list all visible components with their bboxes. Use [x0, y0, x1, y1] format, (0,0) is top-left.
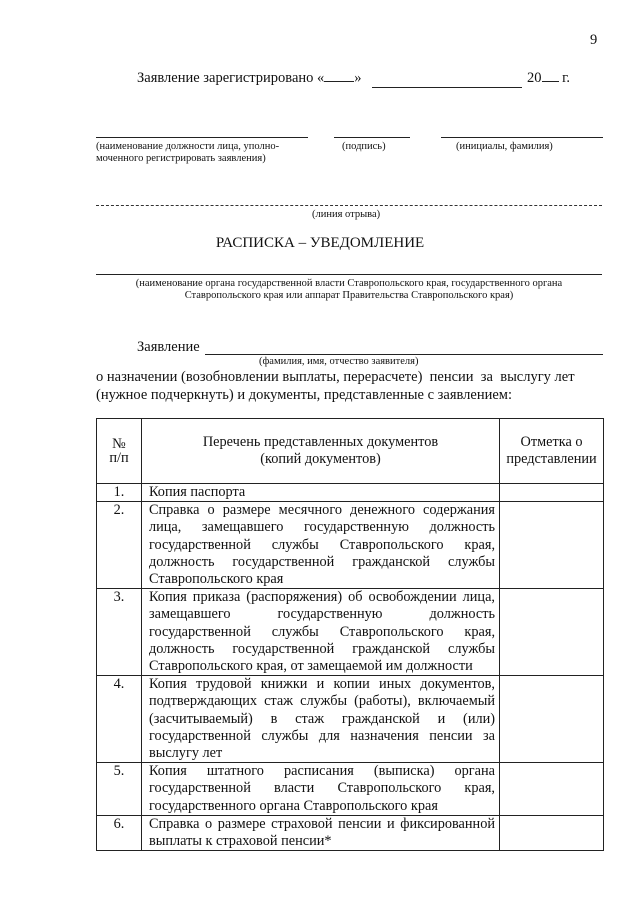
page-number: 9: [590, 32, 598, 48]
initials-line: [441, 137, 603, 138]
row-num: 5.: [97, 763, 142, 816]
table-row: [97, 484, 604, 502]
row-num: 1.: [97, 484, 142, 502]
row-num: 4.: [97, 676, 142, 763]
registration-prefix: Заявление зарегистрировано «: [137, 70, 325, 86]
row-num: 2.: [97, 502, 142, 589]
row-text: Копия паспорта: [141, 484, 499, 502]
application-label: Заявление: [137, 339, 200, 355]
row-text: Копия трудовой книжки и копии иных документов, подтверждающих стаж службы (работы), включаемый (засчитываемый) в стаж гражданской и (или) государственной службы для назначения пенсии за выслугу лет: [141, 676, 499, 763]
position-label: (наименование должности лица, уполно- моченного регистрировать заявления): [96, 141, 280, 164]
receipt-title: РАСПИСКА – УВЕДОМЛЕНИЕ: [215, 235, 425, 251]
table-row: [97, 676, 604, 763]
documents-table: [96, 418, 604, 851]
table-header-row: [97, 419, 604, 484]
header-num: № п/п: [97, 419, 142, 484]
row-mark-cell[interactable]: [500, 676, 604, 763]
row-mark-cell[interactable]: [500, 484, 604, 502]
row-text: Копия приказа (распоряжения) об освобождении лица, замещавшего государственную должность государственной службы Ставропольского края, должность государственной гражданской службы Ставропольского края, от замещаемой им должности: [141, 589, 499, 676]
table-row: [97, 763, 604, 816]
header-mark: Отметка о представлении: [500, 419, 604, 484]
registration-line: [137, 70, 362, 87]
position-line: [96, 137, 308, 138]
row-text: Справка о размере месячного денежного содержания лица, замещавшего государственную должность государственной службы Ставропольского края, должность государственной гражданской службы Ставропольского края: [141, 502, 499, 589]
signature-line: [334, 137, 410, 138]
applicant-name-hint: (фамилия, имя, отчество заявителя): [259, 356, 419, 367]
tear-line: [96, 205, 602, 206]
organ-label: (наименование органа государственной власти Ставропольского края, государственного органа Ставропольского края или аппарат Правительства Ставропольского края): [135, 278, 563, 301]
application-text-line1: о назначении (возобновлении выплаты, перерасчете) пенсии за выслугу лет: [96, 369, 575, 385]
row-mark-cell[interactable]: [500, 502, 604, 589]
table-row: [97, 502, 604, 589]
year-blank: [542, 81, 559, 82]
row-mark-cell[interactable]: [500, 589, 604, 676]
organ-line: [96, 274, 602, 275]
registration-close-quote: »: [354, 70, 362, 86]
row-mark-cell[interactable]: [500, 763, 604, 816]
initials-label: (инициалы, фамилия): [456, 141, 553, 152]
row-text: Копия штатного расписания (выписка) органа государственной власти Ставропольского края, государственного органа Ставропольского края: [141, 763, 499, 816]
row-mark-cell[interactable]: [500, 815, 604, 850]
day-blank: [324, 81, 354, 82]
signature-label: (подпись): [342, 141, 386, 152]
application-text-line2: (нужное подчеркнуть) и документы, представленные с заявлением:: [96, 387, 512, 403]
table-row: [97, 589, 604, 676]
row-text: Справка о размере страховой пенсии и фиксированной выплаты к страховой пенсии*: [141, 815, 499, 850]
tear-line-label: (линия отрыва): [312, 209, 381, 220]
table-row: [97, 815, 604, 850]
row-num: 6.: [97, 815, 142, 850]
applicant-name-line: [205, 354, 603, 355]
year-field: 20 г.: [527, 70, 571, 86]
row-num: 3.: [97, 589, 142, 676]
month-blank: [372, 87, 522, 88]
header-docs: Перечень представленных документов (копий документов): [141, 419, 499, 484]
